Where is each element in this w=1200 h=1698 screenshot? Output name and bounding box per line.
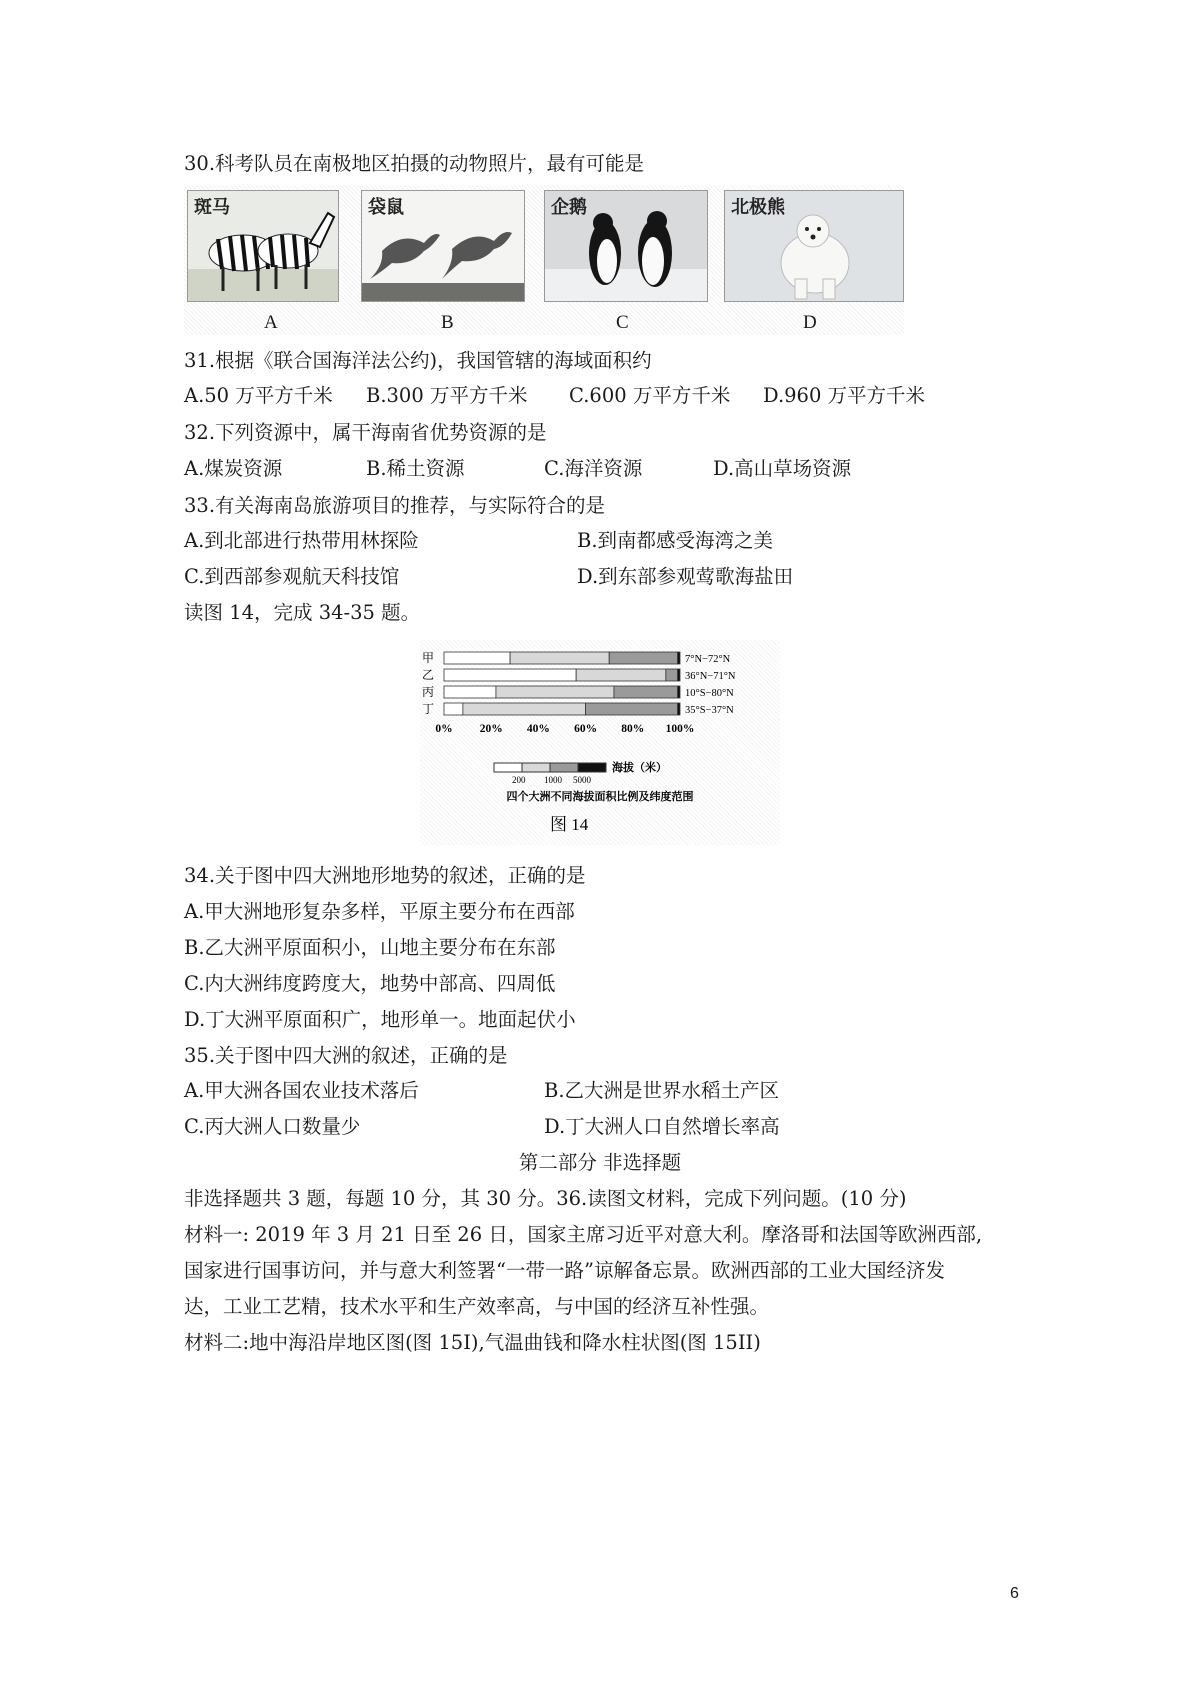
bar-segment-4-1	[444, 703, 463, 715]
zebra-caption: 斑马	[194, 197, 230, 218]
legend-tick-200: 200	[512, 775, 526, 785]
q31-option-d: D.960 万平方千米	[763, 384, 926, 407]
elevation-chart	[420, 640, 780, 845]
bar-segment-1-4	[678, 652, 680, 664]
photo-penguin	[544, 190, 708, 302]
q34-option-d: D.丁大洲平原面积广，地形单一。地面起伏小	[184, 1008, 576, 1031]
q33-option-d: D.到东部参观莺歌海盐田	[577, 565, 794, 588]
figure-intro: 读图 14，完成 34-35 题。	[184, 601, 421, 624]
lat-range-3: 10°S−80°N	[685, 688, 734, 699]
q32-option-c: C.海洋资源	[544, 457, 643, 480]
part2-heading: 第二部分 非选择题	[518, 1151, 682, 1174]
legend-tick-5000: 5000	[573, 775, 591, 785]
kangaroo-caption: 袋鼠	[368, 197, 404, 218]
option-c-letter: C	[616, 312, 629, 333]
x-tick-4: 80%	[621, 723, 645, 735]
polar-bear-caption: 北极熊	[731, 197, 785, 218]
x-tick-3: 60%	[574, 723, 598, 735]
bar-segment-1-1	[444, 652, 510, 664]
q35-option-b: B.乙大洲是世界水稻土产区	[544, 1079, 780, 1102]
bar-segment-3-2	[496, 686, 614, 698]
legend-swatch-2	[522, 763, 550, 772]
q31-option-b: B.300 万平方千米	[366, 384, 528, 407]
lat-range-4: 35°S−37°N	[685, 705, 734, 716]
bar-segment-1-2	[510, 652, 609, 664]
row-label-1: 甲	[422, 651, 435, 665]
bar-segment-4-4	[678, 703, 680, 715]
material1-line2: 国家进行国事访问，并与意大利签署“一带一路”谅解备忘景。欧洲西部的工业大国经济发	[184, 1259, 945, 1282]
photo-kangaroo	[361, 190, 525, 302]
page-number: 6	[1010, 1585, 1019, 1602]
material1-line3: 达，工业工艺精，技术水平和生产效率高，与中国的经济互补性强。	[184, 1295, 770, 1318]
q33-stem: 33.有关海南岛旅游项目的推荐，与实际符合的是	[184, 494, 606, 517]
photo-polar-bear	[724, 190, 904, 302]
photo-zebra	[187, 190, 339, 302]
part2-intro: 非选择题共 3 题，每题 10 分，其 30 分。36.读图文材料，完成下列问题。(10 分)	[184, 1187, 907, 1210]
legend-label: 海拔（米）	[612, 762, 667, 774]
q34-option-a: A.甲大洲地形复杂多样，平原主要分布在西部	[184, 900, 575, 923]
bar-segment-4-2	[463, 703, 586, 715]
q34-option-b: B.乙大洲平原面积小，山地主要分布在东部	[184, 936, 556, 959]
x-tick-2: 40%	[526, 723, 550, 735]
bar-segment-2-2	[576, 669, 666, 681]
legend-swatch-4	[578, 763, 606, 772]
q33-option-b: B.到南都感受海湾之美	[577, 529, 774, 552]
q35-option-a: A.甲大洲各国农业技术落后	[184, 1079, 419, 1102]
q32-option-b: B.稀土资源	[366, 457, 465, 480]
q32-option-a: A.煤炭资源	[184, 457, 283, 480]
q34-stem: 34.关于图中四大洲地形地势的叙述，正确的是	[184, 864, 586, 887]
option-a-letter: A	[264, 312, 278, 333]
q31-option-c: C.600 万平方千米	[569, 384, 731, 407]
q35-stem: 35.关于图中四大洲的叙述，正确的是	[184, 1044, 508, 1067]
legend-tick-1000: 1000	[544, 775, 562, 785]
row-label-4: 丁	[422, 702, 435, 716]
elevation-legend	[494, 760, 667, 785]
lat-range-2: 36°N−71°N	[685, 671, 736, 682]
figure-14	[420, 640, 780, 845]
bar-segment-2-1	[444, 669, 576, 681]
q35-option-c: C.丙大洲人口数量少	[184, 1115, 361, 1138]
x-tick-1: 20%	[479, 723, 503, 735]
x-tick-0: 0%	[435, 723, 453, 735]
bar-segment-3-1	[444, 686, 496, 698]
material1-line1: 材料一: 2019 年 3 月 21 日至 26 日，国家主席习近平对意大利。摩洛哥和法国等欧洲西部,	[184, 1223, 983, 1246]
legend-swatch-3	[550, 763, 578, 772]
legend-swatch-1	[494, 763, 522, 772]
bar-segment-2-3	[666, 669, 678, 681]
figure-subtitle: 四个大洲不同海拔面积比例及纬度范围	[506, 791, 694, 803]
x-tick-5: 100%	[665, 723, 695, 735]
q30-stem: 30.科考队员在南极地区拍摄的动物照片，最有可能是	[184, 152, 645, 175]
q32-stem: 32.下列资源中，属干海南省优势资源的是	[184, 421, 547, 444]
material2: 材料二:地中海沿岸地区图(图 15I),气温曲钱和降水柱状图(图 15II)	[184, 1331, 761, 1354]
bar-segment-4-3	[586, 703, 678, 715]
option-b-letter: B	[441, 312, 454, 333]
option-d-letter: D	[803, 312, 817, 333]
figure-caption: 图 14	[550, 815, 589, 834]
q33-option-a: A.到北部进行热带用林探险	[184, 529, 419, 552]
q34-option-c: C.内大洲纬度跨度大，地势中部高、四周低	[184, 972, 556, 995]
q31-option-a: A.50 万平方千米	[184, 384, 333, 407]
bar-segment-2-4	[678, 669, 680, 681]
penguin-caption: 企鹅	[551, 197, 587, 218]
bar-segment-1-3	[609, 652, 677, 664]
q33-option-c: C.到西部参观航天科技馆	[184, 565, 400, 588]
q31-stem: 31.根据《联合国海洋法公约)，我国管辖的海域面积约	[184, 349, 652, 372]
row-label-2: 乙	[422, 668, 435, 682]
lat-range-1: 7°N−72°N	[685, 654, 731, 665]
bar-segment-3-3	[614, 686, 678, 698]
q32-option-d: D.高山草场资源	[713, 457, 852, 480]
row-label-3: 丙	[422, 685, 435, 699]
bar-segment-3-4	[678, 686, 680, 698]
q35-option-d: D.丁大洲人口自然增长率高	[544, 1115, 780, 1138]
